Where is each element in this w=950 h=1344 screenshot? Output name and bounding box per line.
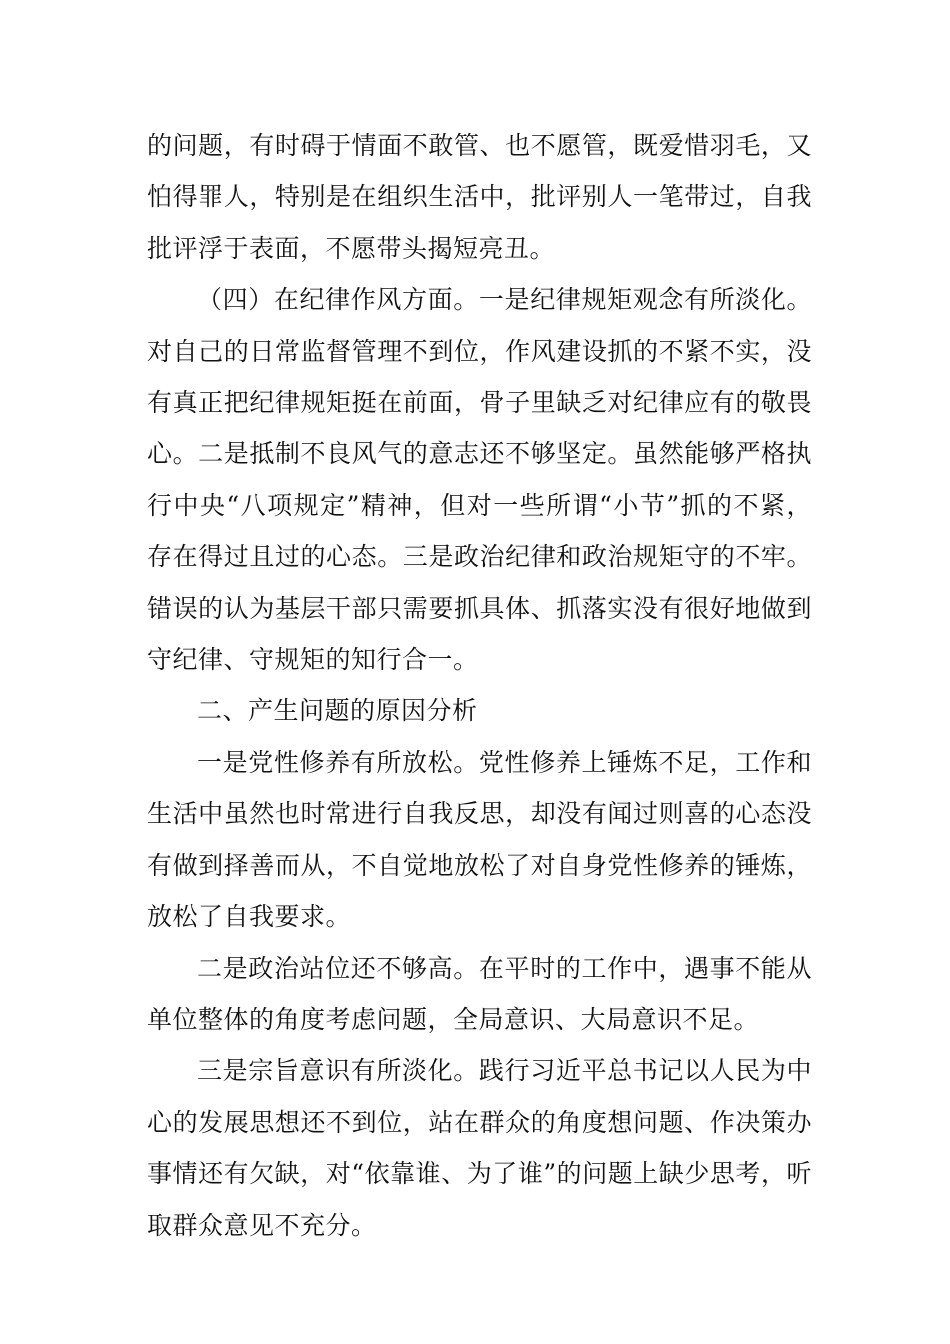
paragraph-purpose-awareness: 三是宗旨意识有所淡化。践行习近平总书记以人民为中心的发展思想还不到位，站在群众的角度想问题、作决策办事情还有欠缺，对“依靠谁、为了谁”的问题上缺少思考，听取群众意见不充分。: [147, 1056, 812, 1240]
document-body: [147, 120, 812, 1251]
paragraph-continuation: 的问题，有时碍于情面不敢管、也不愿管，既爱惜羽毛，又怕得罪人，特别是在组织生活中，批评别人一笔带过，自我批评浮于表面，不愿带头揭短亮丑。: [147, 131, 812, 263]
paragraph-discipline-style: （四）在纪律作风方面。一是纪律规矩观念有所淡化。对自己的日常监督管理不到位，作风建设抓的不紧不实，没有真正把纪律规矩挺在前面，骨子里缺乏对纪律应有的敬畏心。二是抵制不良风气的意志还不够坚定。虽然能够严格执行中央“八项规定”精神，但对一些所谓“小节”抓的不紧，存在得过且过的心态。三是政治纪律和政治规矩守的不牢。错误的认为基层干部只需要抓具体、抓落实没有很好地做到守纪律、守规矩的知行合一。: [147, 285, 812, 675]
paragraph-political-stance: 二是政治站位还不够高。在平时的工作中，遇事不能从单位整体的角度考虑问题，全局意识、大局意识不足。: [147, 953, 812, 1034]
paragraph-party-cultivation: 一是党性修养有所放松。党性修养上锤炼不足，工作和生活中虽然也时常进行自我反思，却没有闻过则喜的心态没有做到择善而从，不自觉地放松了对自身党性修养的锤炼，放松了自我要求。: [147, 747, 812, 932]
section-heading-cause-analysis: 二、产生问题的原因分析: [197, 696, 478, 726]
